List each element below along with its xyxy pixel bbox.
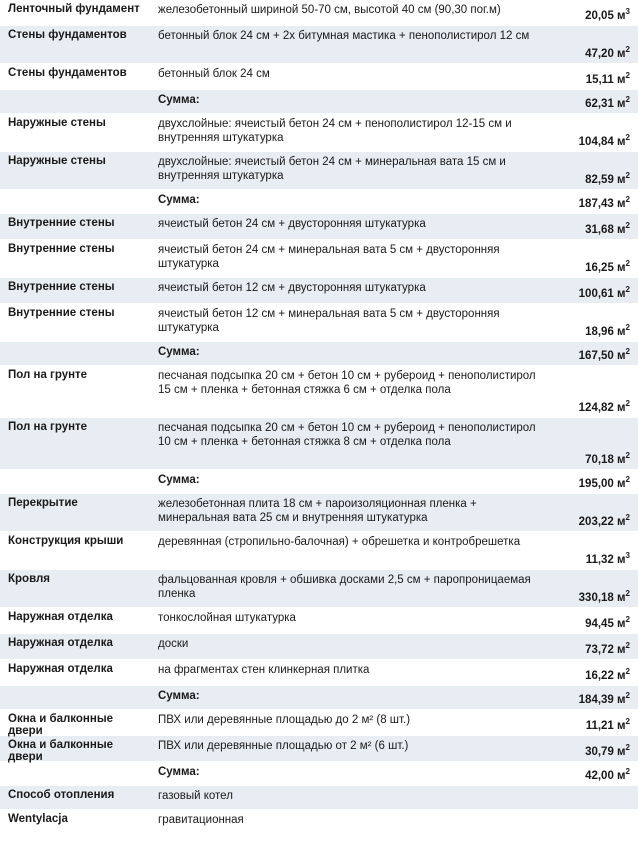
row-value	[550, 171, 638, 189]
sum-label: Сумма:	[158, 194, 200, 206]
unit-exponent: 2	[625, 285, 630, 295]
value-text: 11,21 м	[585, 720, 626, 732]
row-value	[550, 195, 638, 213]
table-row	[0, 608, 638, 634]
unit-exponent: 2	[625, 323, 630, 333]
row-value	[550, 615, 638, 633]
table-row	[0, 570, 638, 608]
row-label: Перекрытие	[8, 497, 78, 509]
row-label: Способ отопления	[8, 789, 115, 801]
row-label: Стены фундаментов	[8, 67, 127, 79]
row-description: двухслойные: ячеистый бетон 24 см + пенополистирол 12-15 см и внутренняя штукатурка	[158, 118, 512, 144]
row-label: Wentylacja	[8, 813, 68, 825]
row-label: Наружная отделка	[8, 611, 113, 623]
row-value	[550, 667, 638, 685]
row-label: Конструкция крыши	[8, 535, 124, 547]
value-text: 15,11 м	[585, 74, 626, 86]
sum-row	[0, 190, 638, 214]
row-label: Кровля	[8, 573, 51, 585]
value-text: 18,96 м	[585, 326, 626, 338]
row-value	[550, 717, 638, 735]
row-label	[0, 342, 150, 365]
unit-exponent: 2	[625, 195, 630, 205]
value-text: 203,22 м	[578, 516, 626, 528]
unit-exponent: 2	[625, 717, 630, 727]
unit-exponent: 2	[625, 743, 630, 753]
row-label: Внутренние стены	[8, 281, 115, 293]
row-description: ячеистый бетон 24 см + двусторонняя штукатурка	[158, 218, 426, 230]
unit-exponent: 2	[625, 95, 630, 105]
row-value	[550, 551, 638, 569]
row-description: доски	[158, 638, 189, 650]
value-text: 20,05 м	[585, 10, 626, 22]
row-description: фальцованная кровля + обшивка досками 2,5 см + паропроницаемая пленка	[158, 574, 531, 600]
row-value	[550, 133, 638, 151]
row-label: Стены фундаментов	[8, 29, 127, 41]
value-text: 330,18 м	[578, 592, 626, 604]
table-row	[0, 152, 638, 190]
row-label: Внутренние стены	[8, 217, 115, 229]
table-row	[0, 26, 638, 64]
row-label: Окна и балконные двери	[8, 713, 114, 737]
row-value	[550, 803, 638, 809]
row-label: Пол на грунте	[8, 421, 88, 433]
sum-row	[0, 342, 638, 366]
sum-row	[0, 686, 638, 710]
row-label	[0, 90, 150, 113]
row-description: на фрагментах стен клинкерная плитка	[158, 664, 370, 676]
row-description: ячеистый бетон 12 см + минеральная вата 5 см + двусторонняя штукатурка	[158, 308, 500, 334]
row-label: Наружные стены	[8, 155, 106, 167]
unit-exponent: 2	[625, 589, 630, 599]
table-row	[0, 810, 638, 832]
row-value	[550, 7, 638, 25]
table-row	[0, 304, 638, 342]
row-description: ПВХ или деревянные площадью до 2 м² (8 шт.)	[158, 714, 411, 726]
unit-exponent: 2	[625, 513, 630, 523]
table-row	[0, 634, 638, 660]
row-value	[550, 259, 638, 277]
row-label: Окна и балконные двери	[8, 739, 114, 763]
row-label: Наружная отделка	[8, 637, 113, 649]
row-value	[550, 589, 638, 607]
table-row	[0, 64, 638, 90]
unit-exponent: 2	[625, 399, 630, 409]
table-row	[0, 366, 638, 418]
value-text: 195,00 м	[578, 478, 626, 490]
sum-label: Сумма:	[158, 94, 200, 106]
value-text: 124,82 м	[578, 402, 626, 414]
value-text: 11,32 м	[585, 554, 626, 566]
row-label	[0, 470, 150, 493]
unit-exponent: 2	[625, 133, 630, 143]
sum-label: Сумма:	[158, 690, 200, 702]
row-label	[0, 686, 150, 709]
sum-label: Сумма:	[158, 346, 200, 358]
table-row	[0, 418, 638, 470]
value-text: 73,72 м	[585, 644, 626, 656]
row-description: ячеистый бетон 24 см + минеральная вата 5 см + двусторонняя штукатурка	[158, 244, 500, 270]
value-text: 62,31 м	[585, 98, 626, 110]
row-value	[550, 451, 638, 469]
row-description: железобетонная плита 18 см + пароизоляционная пленка + минеральная вата 25 см и внутренняя штукатурка	[158, 498, 477, 524]
row-value	[550, 743, 638, 761]
unit-exponent: 2	[625, 667, 630, 677]
unit-exponent: 2	[625, 615, 630, 625]
table-row	[0, 240, 638, 278]
row-label	[0, 762, 150, 785]
row-value	[550, 285, 638, 303]
table-row	[0, 736, 638, 762]
sum-row	[0, 762, 638, 786]
unit-exponent: 2	[625, 451, 630, 461]
unit-exponent: 2	[625, 475, 630, 485]
row-description: деревянная (стропильно-балочная) + обрешетка и контробрешетка	[158, 536, 521, 548]
row-label: Пол на грунте	[8, 369, 88, 381]
sum-row	[0, 470, 638, 494]
table-row	[0, 786, 638, 810]
unit-exponent: 2	[625, 71, 630, 81]
row-value	[550, 767, 638, 785]
value-text: 94,45 м	[585, 618, 626, 630]
value-text: 70,18 м	[585, 454, 626, 466]
table-row	[0, 214, 638, 240]
row-value	[550, 71, 638, 89]
row-value	[550, 347, 638, 365]
table-row	[0, 710, 638, 736]
row-label: Внутренние стены	[8, 307, 115, 319]
unit-exponent: 2	[625, 347, 630, 357]
table-row	[0, 494, 638, 532]
row-label	[0, 190, 150, 213]
value-text: 184,39 м	[578, 694, 626, 706]
row-description: газовый котел	[158, 790, 233, 802]
unit-exponent: 2	[625, 691, 630, 701]
table-row	[0, 114, 638, 152]
unit-exponent: 2	[625, 45, 630, 55]
row-value	[550, 513, 638, 531]
value-text: 16,22 м	[585, 670, 626, 682]
value-text: 47,20 м	[585, 48, 626, 60]
row-label: Ленточный фундамент	[8, 3, 140, 15]
row-value	[550, 323, 638, 341]
value-text: 82,59 м	[585, 174, 626, 186]
value-text: 31,68 м	[585, 224, 626, 236]
row-description: ПВХ или деревянные площадью от 2 м² (6 шт.)	[158, 740, 409, 752]
row-description: бетонный блок 24 см + 2x битумная мастика + пенополистирол 12 см	[158, 30, 530, 42]
unit-exponent: 2	[625, 221, 630, 231]
row-description: бетонный блок 24 см	[158, 68, 270, 80]
unit-exponent: 3	[625, 551, 630, 561]
row-value	[550, 641, 638, 659]
value-text: 104,84 м	[578, 136, 626, 148]
unit-exponent: 2	[625, 767, 630, 777]
row-value	[550, 95, 638, 113]
row-description: песчаная подсыпка 20 см + бетон 10 см + рубероид + пенополистирол 15 см + пленка + бетонная стяжка 6 см + отделка пола	[158, 370, 536, 396]
sum-label: Сумма:	[158, 766, 200, 778]
row-description: тонкослойная штукатурка	[158, 612, 296, 624]
row-label: Внутренние стены	[8, 243, 115, 255]
row-value	[550, 221, 638, 239]
row-label: Наружная отделка	[8, 663, 113, 675]
value-text: 100,61 м	[578, 288, 626, 300]
value-text: 167,50 м	[578, 350, 626, 362]
unit-exponent: 2	[625, 641, 630, 651]
row-description: двухслойные: ячеистый бетон 24 см + минеральная вата 15 см и внутренняя штукатурка	[158, 156, 506, 182]
value-text: 187,43 м	[578, 198, 626, 210]
row-label: Наружные стены	[8, 117, 106, 129]
row-value	[550, 45, 638, 63]
value-text: 42,00 м	[585, 770, 626, 782]
value-text: 30,79 м	[585, 746, 626, 758]
row-value	[550, 475, 638, 493]
table-row	[0, 660, 638, 686]
row-value	[550, 691, 638, 709]
unit-exponent: 3	[625, 7, 630, 17]
unit-exponent: 2	[625, 171, 630, 181]
row-description: гравитационная	[158, 814, 244, 826]
row-description: железобетонный шириной 50-70 см, высотой 40 см (90,30 пог.м)	[158, 4, 501, 16]
sum-label: Сумма:	[158, 474, 200, 486]
row-description: ячеистый бетон 12 см + двусторонняя штукатурка	[158, 282, 426, 294]
table-row	[0, 0, 638, 26]
sum-row	[0, 90, 638, 114]
row-description: песчаная подсыпка 20 см + бетон 10 см + рубероид + пенополистирол 10 см + пленка + бетонная стяжка 8 см + отделка пола	[158, 422, 536, 448]
table-row	[0, 278, 638, 304]
row-value	[550, 399, 638, 417]
unit-exponent: 2	[625, 259, 630, 269]
row-value	[550, 825, 638, 831]
value-text: 16,25 м	[585, 262, 626, 274]
table-row	[0, 532, 638, 570]
